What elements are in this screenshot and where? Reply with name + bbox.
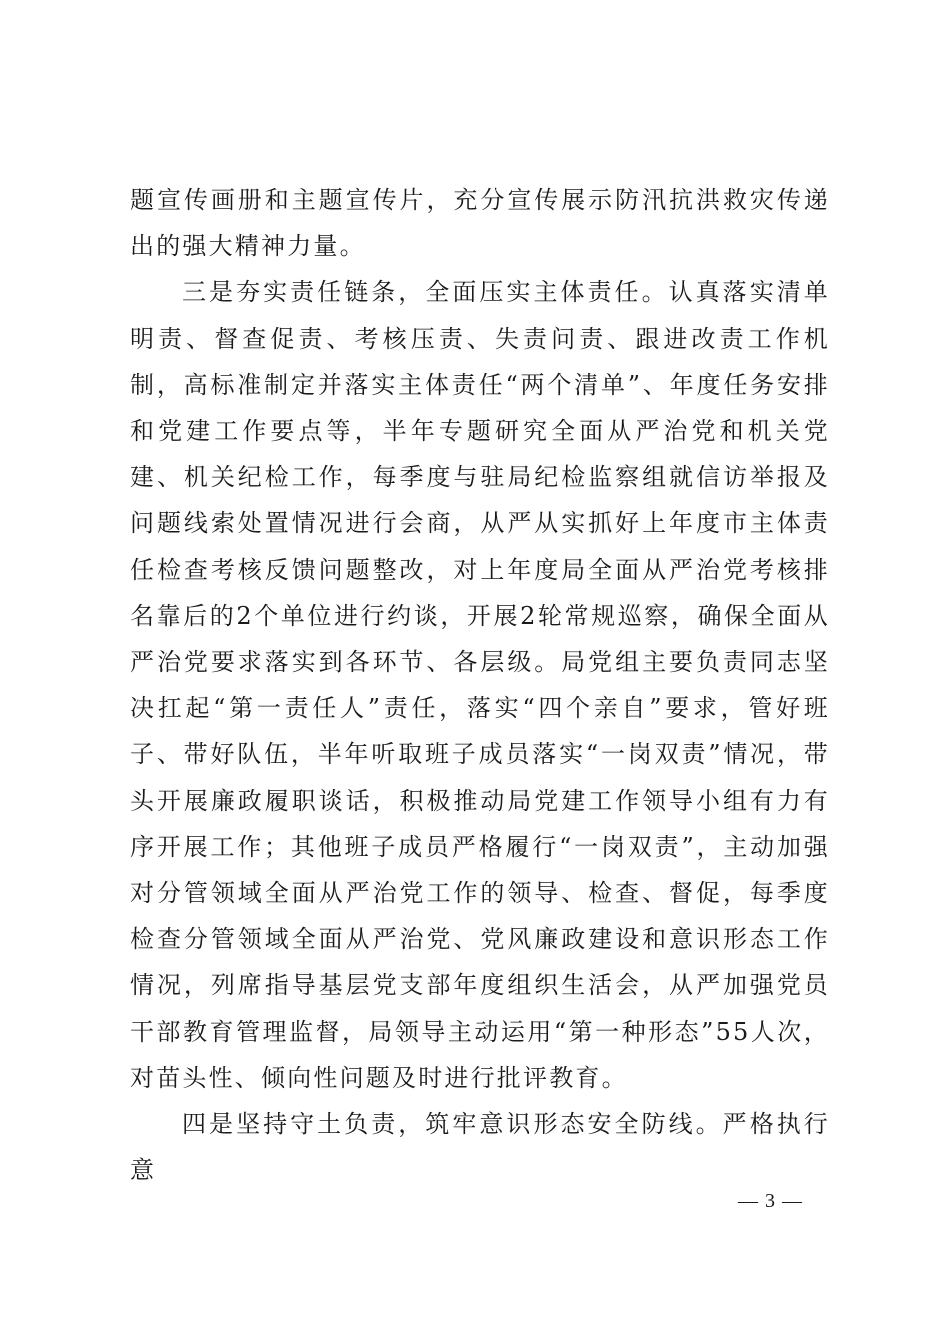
- page-number: — 3 —: [738, 1190, 803, 1212]
- paragraph-point-four: 四是坚持守土负责，筑牢意识形态安全防线。严格执行意: [130, 1110, 830, 1185]
- paragraph-point-three: 三是夯实责任链条，全面压实主体责任。认真落实清单明责、督查促责、考核压责、失责问责、跟进改责工作机制，高标准制定并落实主体责任“两个清单”、年度任务安排和党建工作要点等，半年专题研究全面从严治党和机关党建、机关纪检工作，每季度与驻局纪检监察组就信访举报及问题线索处置情况进行会商，从严从实抓好上年度市主体责任检查考核反馈问题整改，对上年度局全面从严治党考核排名靠后的2个单位进行约谈，开展2轮常规巡察，确保全面从严治党要求落实到各环节、各层级。局党组主要负责同志坚决扛起“第一责任人”责任，落实“四个亲自”要求，管好班子、带好队伍，半年听取班子成员落实“一岗双责”情况，带头开展廉政履职谈话，积极推动局党建工作领导小组有力有序开展工作；其他班子成员严格履行“一岗双责”，主动加强对分管领域全面从严治党工作的领导、检查、督促，每季度检查分管领域全面从严治党、党风廉政建设和意识形态工作情况，列席指导基层党支部年度组织生活会，从严加强党员干部教育管理监督，局领导主动运用“第一种形态”55人次，对苗头性、倾向性问题及时进行批评教育。: [130, 278, 830, 1092]
- paragraph-continuation: 题宣传画册和主题宣传片，充分宣传展示防汛抗洪救灾传递出的强大精神力量。: [130, 186, 830, 261]
- page-body: [130, 177, 830, 1193]
